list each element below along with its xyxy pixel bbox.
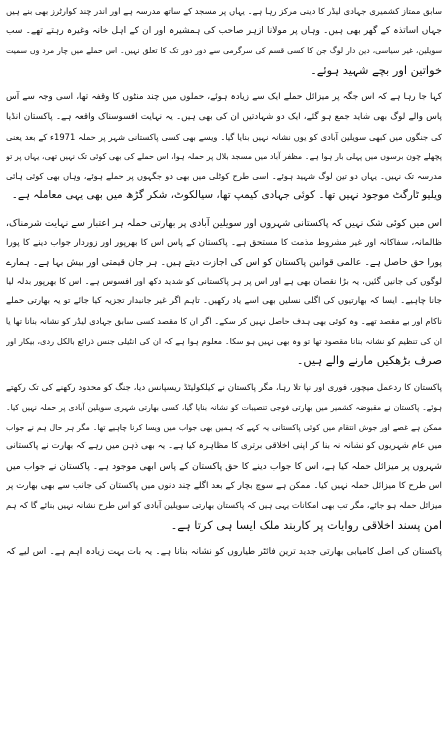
text-line: لوگوں کی جانیں گئیں، یہ بڑا نقصان بھی ہے اور اس پر ہر پاکستانی کو شدید دکھ اور افسوس ہے۔ اس کا بھرپور بدلہ لیا: [6, 276, 442, 287]
text-line: میزائل حملہ ہو جائے، مگر تب بھی امکانات یہی ہیں کہ پاکستان بھارتی سویلین آبادی کو اس طرح نشانہ نہیں بنائے گا کہ ہم: [6, 500, 442, 511]
article-paragraph: [6, 214, 442, 371]
text-line: ہوئے۔ پاکستان نے مقبوضہ کشمیر میں بھارتی فوجی تنصیبات کو نشانہ بنایا گیا، کسی بھارتی شہری سویلین آبادی پر حملہ نہیں کیا۔: [6, 403, 442, 413]
text-line: ممکن ہے غصے اور جوش انتقام میں کوئی پاکستانی یہ کہے کہ ہمیں بھی جواب میں ویسا کرنا چاہیے تھا۔ مگر ہر حال ہم نے جواب: [6, 422, 442, 432]
text-line: صرف بڑھکیں مارنے والے ہیں۔: [296, 353, 442, 368]
text-line: امن پسند اخلاقی روایات پر کاربند ملک ایسا ہی کرتا ہے۔: [170, 517, 442, 532]
article-paragraph: [6, 88, 442, 206]
text-line: خواتین اور بچے شہید ہوئے۔: [310, 62, 442, 77]
text-line: پورا حق حاصل ہے۔ عالمی قوانین پاکستان کو اس کی اجازت دیتے ہیں۔ ہر جان قیمتی اور بیش بہا ہے۔ ہمارے: [6, 257, 442, 269]
text-line: سویلین، غیر سیاسی، دین دار لوگ جن کا کسی قسم کی سرگرمی سے دور دور تک کا تعلق نہیں۔ اس حملے میں چار مرد وں سمیت: [6, 46, 442, 56]
text-line: ناکام اور بے مقصد تھے۔ وہ کوئی بھی ہدف حاصل نہیں کر سکے۔ اگر ان کا مقصد کسی سابق جہادی لیڈر کو نشانہ بنانا تھا یا: [6, 315, 442, 326]
text-line: ویلیو ٹارگٹ موجود نہیں تھا۔ کوئی جہادی کیمپ تھا، سیالکوٹ، شکر گڑھ میں بھی یہی معاملہ ہے۔: [11, 189, 442, 202]
text-line: سابق ممتاز کشمیری جہادی لیڈر کا دینی مرکز رہا ہے۔ یہاں پر مسجد کے ساتھ مدرسہ ہے اور اندر چند کوارٹرز بھی بنے ہیں: [6, 6, 442, 16]
text-line: مدرسہ تک نہیں۔ یہاں دو تین لوگ شہید ہوئے۔ اسی طرح کوٹلی میں بھی دو جگہوں پر حملے ہوئے، وہاں بھی کوئی ہائی: [6, 170, 442, 181]
text-line: ان کی تنظیم کو نشانہ بنانا مقصود تھا تو وہ بھی نہیں ہو سکا۔ معلوم ہوا ہے کہ ان کی انٹیلی جنس ذرائع بالکل ردی، بیکار اور: [6, 335, 442, 346]
text-line: اس طرح کا میزائل حملہ نہیں کیا۔ ممکن ہے سوچ بچار کے بعد اگلے چند دنوں میں پاکستان کی جانب سے بھی بھارت پر: [6, 480, 442, 491]
text-line: اس میں کوئی شک نہیں کہ پاکستانی شہروں اور سویلین آبادی پر بھارتی حملہ ہر اعتبار سے نہایت شرمناک،: [6, 217, 442, 229]
article-paragraph: [6, 379, 442, 536]
text-line: پچھلے چون برسوں میں پہلی بار ہوا ہے۔ مظفر آباد میں مسجد بلال پر حملہ ہوا، اس حملے کی بھی کوئی تک نہیں تھی، یہاں پر تو: [6, 152, 442, 162]
text-line: پاس والے لوگ بھی شاید جمع ہو گئے، ایک دو شہادتیں ان کی بھی ہیں۔ یہ نہایت افسوسناک واقعہ ہے۔ پاکستان انڈیا: [6, 111, 442, 122]
text-line: پاکستان کی اصل کامیابی بھارتی جدید ترین فائٹر طیاروں کو نشانہ بنانا ہے۔ یہ بات بہت زیادہ اہم ہے۔ اس لیے کہ: [6, 547, 442, 558]
text-line: کہا جا رہا ہے کہ اس جگہ پر میزائل حملے ایک سے زیادہ ہوئے، حملوں میں چند منٹوں کا وقفہ تھا، اسی وجہ سے آس: [6, 92, 442, 103]
article-paragraph: [6, 2, 442, 80]
text-line: میں عام شہریوں کو نشانہ نہ بنا کر اپنی اخلاقی برتری کا مظاہرہ کیا ہے۔ یہ بھی ذہن میں رہے کہ بھارت نے پاکستانی: [6, 441, 442, 452]
text-line: پاکستان کا ردعمل میچور، فوری اور نپا تلا رہا، مگر پاکستان نے کیلکولیٹڈ ریسپانس دیا، جنگ کو محدود رکھنے کی تک رکھتے: [6, 382, 442, 393]
article-paragraph: [6, 543, 442, 563]
text-line: جانا چاہیے۔ ایسا کہ بھارتیوں کی اگلی نسلیں بھی اسے یاد رکھیں۔ تاہم اگر غیر جانبدار تجزیہ کیا جائے تو یہ بھارتی حملے: [6, 296, 442, 307]
text-line: ظالمانہ، سفاکانہ اور غیر مشروط مذمت کا مستحق ہے۔ پاکستان کے پاس اس کا بھرپور اور زوردار جواب دینے کا پورا: [6, 237, 442, 248]
text-line: شہروں پر میزائل حملہ کیا ہے، اس کا جواب دینے کا حق پاکستان کے پاس ابھی موجود ہے۔ پاکستان نے جواب میں: [6, 461, 442, 473]
text-line: کی جنگوں میں کبھی سویلین آبادی کو یوں نشانہ نہیں بنایا گیا۔ ویسے بھی کسی پاکستانی شہر پر حملہ 1971ء کے بعد یعنی: [6, 131, 442, 142]
text-line: جہاں اساتذہ کے گھر بھی ہیں۔ وہاں پر مولانا ازہر صاحب کی ہمشیرہ اور ان کے اہل خانہ وغیرہ رہتے تھے۔ سب: [6, 25, 442, 36]
